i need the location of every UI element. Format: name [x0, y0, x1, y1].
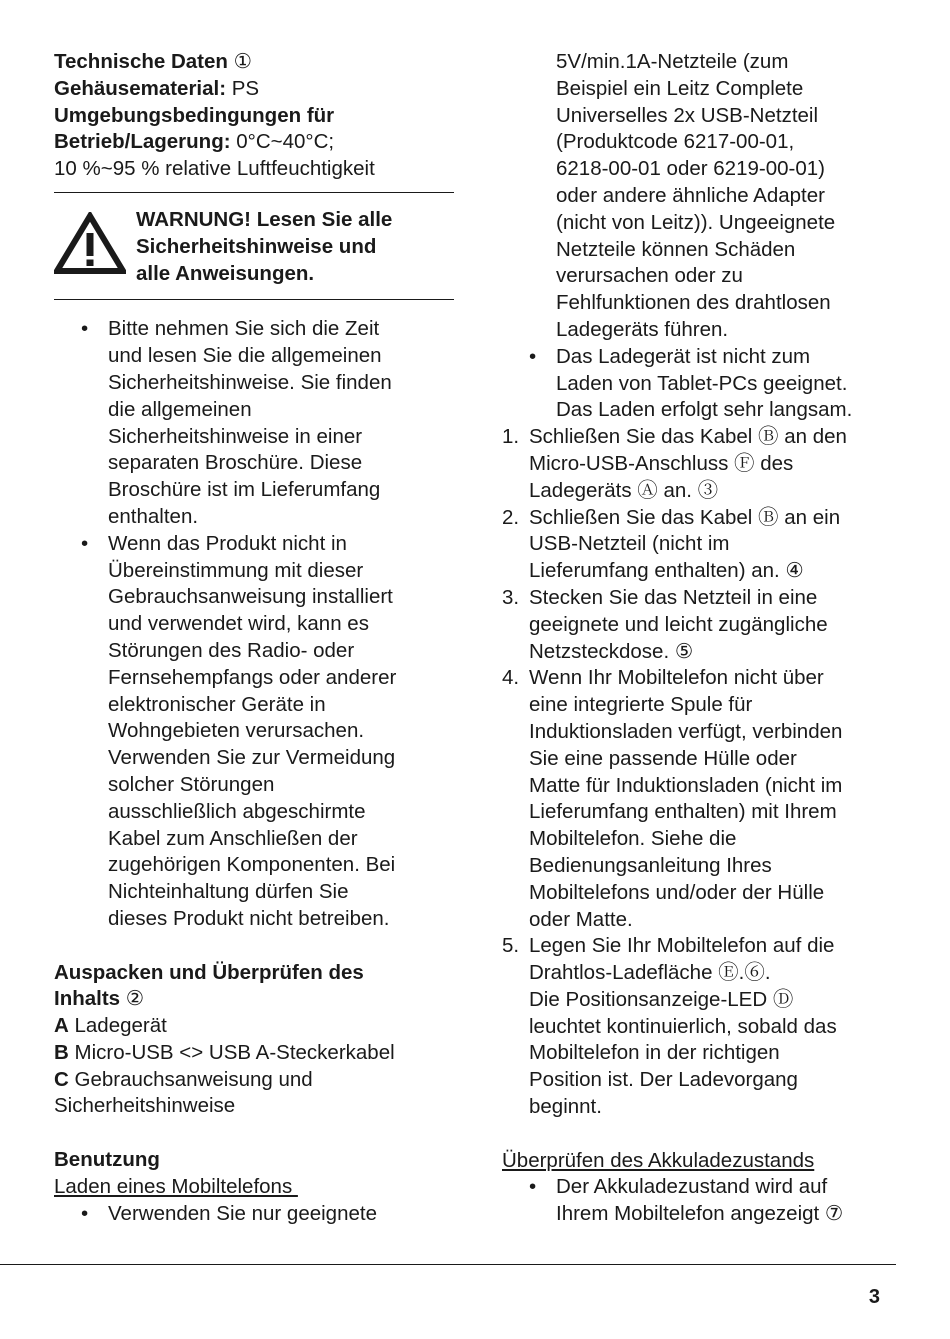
- item-b: B Micro-USB <> USB A-Steckerkabel: [54, 1040, 395, 1064]
- item-a: A Ladegerät: [54, 1014, 167, 1038]
- charging-subheading: Laden eines Mobiltelefons: [54, 1174, 298, 1198]
- battery-subheading: Überprüfen des Akkuladezustands: [502, 1148, 815, 1172]
- battery-bullet: • Der Akkuladezustand wird auf Ihrem Mobiltelefon angezeigt ⑦: [502, 1174, 902, 1228]
- power-adapter-bullet: • Verwenden Sie nur geeignete: [54, 1201, 454, 1228]
- warning-box: [54, 193, 454, 299]
- tech-heading: Technische Daten ①: [54, 50, 253, 73]
- item-c-cont: Sicherheitshinweise: [54, 1094, 236, 1118]
- divider-bottom: [54, 299, 454, 300]
- right-column: [502, 49, 902, 1228]
- safety-bullet-2: • Wenn das Produkt nicht in Übereinstimmung mit dieser Gebrauchsanweisung installiert und verwendet wird, kann es Störungen des Radio- oder Fernsehempfangs oder anderer elektronischer Geräte in Wohngebieten verursachen. Verwenden Sie zur Vermeidung solcher Störungen ausschließlich abgeschirmte Kabel zum Anschließen der zugehörigen Komponenten. Bei Nichteinhaltung dürfen Sie dieses Produkt nicht betreiben.: [54, 531, 454, 933]
- footer-divider: [0, 1264, 896, 1265]
- page-number: 3: [868, 1286, 880, 1308]
- step-3: 3. Stecken Sie das Netzteil in eine geeignete und leicht zugängliche Netzsteckdose. ⑤: [502, 585, 828, 663]
- step-5: 5. Legen Sie Ihr Mobiltelefon auf die Drahtlos-Ladefläche Ⓔ.⑥. Die Positionsanzeige-LED Ⓓ leuchtet kontinuierlich, sobald das Mobiltelefon in der richtigen Position ist. Der Ladevorgang beginnt.: [502, 934, 837, 1119]
- tablet-bullet: • Das Ladegerät ist nicht zum Laden von Tablet-PCs geeignet. Das Laden erfolgt sehr langsam.: [502, 344, 902, 424]
- step-4: 4. Wenn Ihr Mobiltelefon nicht über eine integrierte Spule für Induktionsladen verfügt, verbinden Sie eine passende Hülle oder Matte für Induktionsladen (nicht im Lieferumfang enthalten) mit Ihrem Mobiltelefon. Siehe die Bedienungsanleitung Ihres Mobiltelefons und/oder der Hülle oder Matte.: [502, 666, 843, 931]
- usage-heading: Benutzung: [54, 1148, 160, 1172]
- unpack-heading: Auspacken und Überprüfen des: [54, 960, 364, 984]
- power-adapter-bullet-cont: 5V/min.1A-Netzteile (zum Beispiel ein Leitz Complete Universelles 2x USB-Netzteil (Produktcode 6217-00-01, 6218-00-01 oder 6219-00-01) oder andere ähnliche Adapter (nicht von Leitz)). Ungeeignete Netzteile können Schäden verursachen oder zu Fehlfunktionen des drahtlosen Ladegeräts führen.: [556, 50, 836, 341]
- material-line: Gehäusematerial: PS: [54, 76, 260, 100]
- env-line-3: 10 %~95 % relative Luftfeuchtigkeit: [54, 157, 375, 181]
- unpack-heading-2: Inhalts ②: [54, 987, 145, 1011]
- warning-text: WARNUNG! Lesen Sie alle Sicherheitshinweise und alle Anweisungen.: [136, 207, 393, 285]
- step-1: 1. Schließen Sie das Kabel Ⓑ an den Micro-USB-Anschluss Ⓕ des Ladegeräts Ⓐ an. ③: [502, 425, 847, 502]
- left-column: [54, 49, 454, 1227]
- safety-bullet-1: • Bitte nehmen Sie sich die Zeit und lesen Sie die allgemeinen Sicherheitshinweise. Sie finden die allgemeinen Sicherheitshinweise in einer separaten Broschüre. Diese Broschüre ist im Lieferumfang enthalten.: [54, 316, 454, 530]
- env-line-1: Umgebungsbedingungen für: [54, 103, 335, 127]
- env-line-2: Betrieb/Lagerung: 0°C~40°C;: [54, 130, 335, 154]
- warning-triangle-icon: [54, 212, 126, 274]
- item-c: C Gebrauchsanweisung und: [54, 1067, 313, 1091]
- step-2: 2. Schließen Sie das Kabel Ⓑ an ein USB-Netzteil (nicht im Lieferumfang enthalten) an. ④: [502, 505, 841, 583]
